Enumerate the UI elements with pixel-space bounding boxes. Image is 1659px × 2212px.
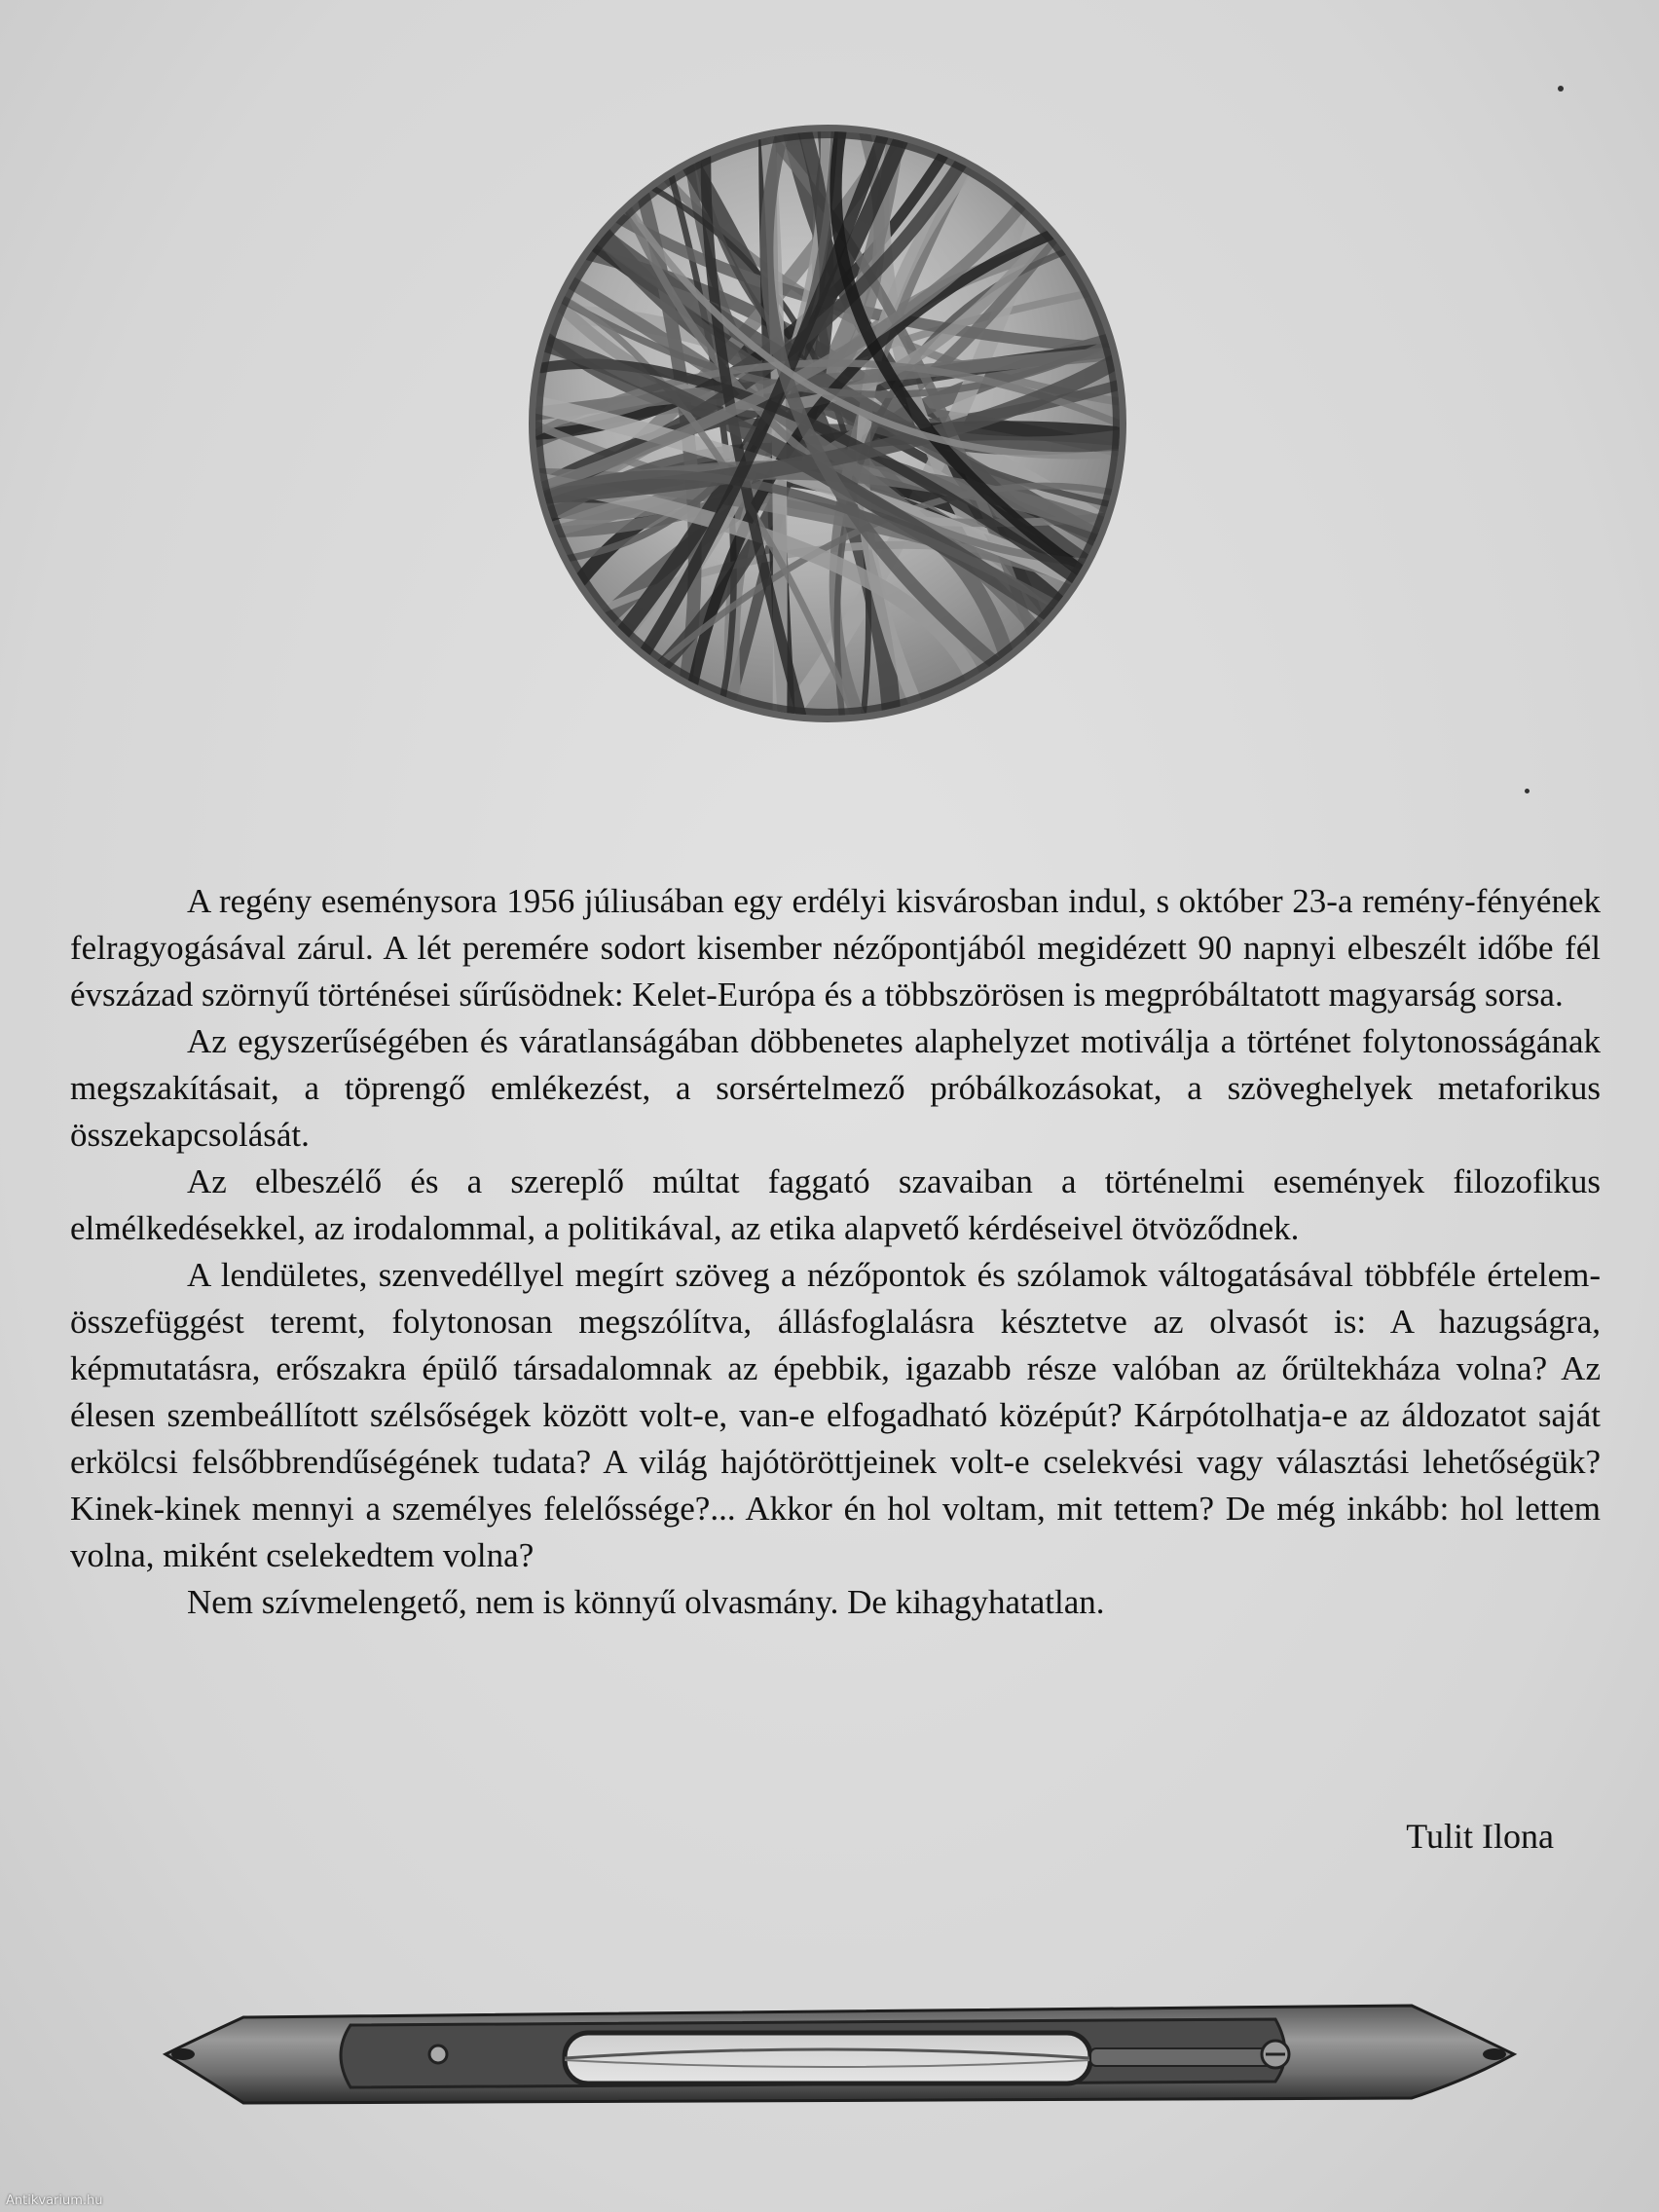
paragraph: Nem szívmelengető, nem is könnyű olvasmány. De kihagyhatatlan.: [187, 1583, 1105, 1621]
blurb-text: [70, 878, 1601, 1626]
watermark: Antikvarium.hu: [6, 2194, 103, 2208]
dust-speck: [1525, 789, 1530, 793]
paragraph: Az egyszerűségében és váratlanságában döbbenetes alaphelyzet motiválja a történet folytonosságának megszakításait, a töprengő emlékezést, a sorsértelmező próbálkozásokat, a szöveghelyek metaforikus összekapcsolását.: [70, 1022, 1601, 1154]
dust-speck: [1558, 86, 1564, 92]
paragraph: A regény eseménysora 1956 júliusában egy erdélyi kisvárosban indul, s október 23-a remény-fényének felragyogásával zárul. A lét peremére sodort kisember nézőpontjából megidézett 90 napnyi elbeszélt időbe fél évszázad szörnyű történései sűrűsödnek: Kelet-Európa és a többszörösen is megpróbáltatott magyarság sorsa.: [70, 882, 1601, 1014]
paragraph: Az elbeszélő és a szereplő múltat faggató szavaiban a történelmi események filozofikus elmélkedésekkel, az irodalommal, a politikával, az etika alapvető kérdéseivel ötvöződnek.: [70, 1162, 1601, 1247]
author-signature: Tulit Ilona: [1406, 1817, 1554, 1856]
paragraph: A lendületes, szenvedéllyel megírt szöveg a nézőpontok és szólamok váltogatásával többféle értelem-összefüggést teremt, folytonosan megszólítva, állásfoglalásra késztetve az olvasót is: A hazugságra, képmutatásra, erőszakra épülő társadalomnak az épebbik, igazabb része valóban az őrültekháza volna? Az élesen szembeállított szélsőségek között volt-e, van-e elfogadható középút? Kárpótolhatja-e az áldozatot saját erkölcsi felsőbbrendűségének tudata? A világ hajótöröttjeinek volt-e cselekvési vagy választási lehetőségük? Kinek-kinek mennyi a személyes felelőssége?... Akkor én hol voltam, mit tettem? De még inkább: hol lettem volna, miként cselekedtem volna?: [70, 1256, 1601, 1574]
woven-ball-image: [511, 112, 1144, 745]
weaving-shuttle-image: [156, 1957, 1519, 2152]
